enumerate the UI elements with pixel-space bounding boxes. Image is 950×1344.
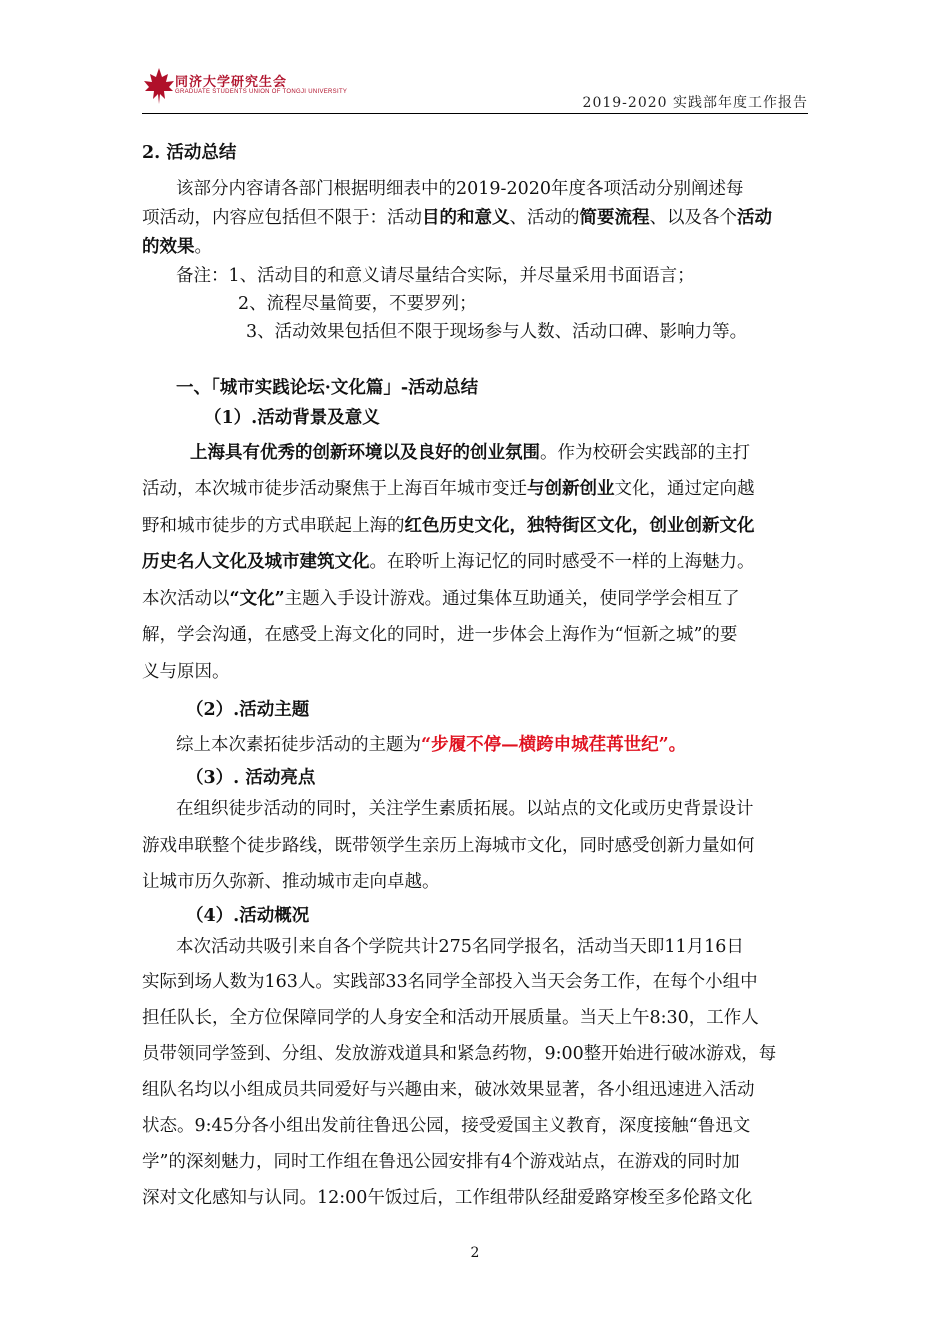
paragraph-line: 让城市历久弥新、推动城市走向卓越。 [142, 872, 440, 892]
paragraph-line: 深对文化感知与认同。12:00午饭过后，工作组带队经甜爱路穿梭至多伦路文化 [142, 1188, 753, 1208]
note-1: 备注：1、活动目的和意义请尽量结合实际，并尽量采用书面语言； [176, 266, 695, 286]
activity-title: 一、「城市实践论坛·文化篇」-活动总结 [176, 378, 479, 398]
subheading-highlights: （3）. 活动亮点 [186, 768, 316, 788]
section-heading: 2. 活动总结 [142, 143, 237, 163]
paragraph-line: 本次活动共吸引来自各个学院共计275名同学报名，活动当天即11月16日 [176, 937, 744, 957]
paragraph-line: 担任队长，全方位保障同学的人身安全和活动开展质量。当天上午8:30，工作人 [142, 1008, 759, 1028]
note-2: 2、流程尽量简要，不要罗列； [238, 294, 477, 314]
subheading-background: （1）.活动背景及意义 [204, 408, 380, 428]
logo-title: 同济大学研究生会 [175, 75, 288, 90]
logo [142, 66, 348, 108]
intro-line-3: 的效果。 [142, 237, 212, 257]
logo-subtitle: GRADUATE STUDENTS UNION OF TONGJI UNIVERSITY [175, 89, 348, 95]
intro-line-1: 该部分内容请各部门根据明细表中的2019-2020年度各项活动分别阐述每 [176, 179, 744, 199]
note-3: 3、活动效果包括但不限于现场参与人数、活动口碑、影响力等。 [246, 322, 748, 342]
theme-line: 综上本次素拓徒步活动的主题为“步履不停—横跨申城荏苒世纪”。 [176, 735, 687, 755]
paragraph-line: 组队名均以小组成员共同爱好与兴趣由来，破冰效果显著，各小组迅速进入活动 [142, 1080, 755, 1100]
intro-line-2: 项活动，内容应包括但不限于：活动目的和意义、活动的简要流程、以及各个活动 [142, 208, 772, 228]
subheading-overview: （4）.活动概况 [186, 906, 310, 926]
maple-leaf-logo-icon [142, 66, 176, 106]
paragraph-line: 义与原因。 [142, 662, 230, 682]
paragraph-line: 解，学会沟通，在感受上海文化的同时，进一步体会上海作为“恒新之城”的要 [142, 625, 738, 645]
paragraph-line: 实际到场人数为163人。实践部33名同学全部投入当天会务工作，在每个小组中 [142, 972, 758, 992]
header-divider [142, 113, 808, 114]
paragraph-line: 在组织徒步活动的同时，关注学生素质拓展。以站点的文化或历史背景设计 [176, 799, 754, 819]
paragraph-line: 游戏串联整个徒步路线，既带领学生亲历上海城市文化，同时感受创新力量如何 [142, 836, 755, 856]
paragraph-line: 学”的深刻魅力，同时工作组在鲁迅公园安排有4个游戏站点，在游戏的同时加 [142, 1152, 740, 1172]
paragraph-line: 状态。9:45分各小组出发前往鲁迅公园，接受爱国主义教育，深度接触“鲁迅文 [142, 1116, 751, 1136]
paragraph-line: 活动，本次城市徒步活动聚焦于上海百年城市变迁与创新创业文化，通过定向越 [142, 479, 755, 499]
paragraph-line: 历史名人文化及城市建筑文化。在聆听上海记忆的同时感受不一样的上海魅力。 [142, 552, 755, 572]
page-number: 2 [470, 1245, 480, 1261]
paragraph-line: 员带领同学签到、分组、发放游戏道具和紧急药物，9:00整开始进行破冰游戏，每 [142, 1044, 777, 1064]
paragraph-line: 本次活动以“文化”主题入手设计游戏。通过集体互助通关，使同学学会相互了 [142, 589, 740, 609]
report-title: 2019-2020 实践部年度工作报告 [582, 95, 808, 111]
subheading-theme: （2）.活动主题 [186, 700, 310, 720]
paragraph-line: 上海具有优秀的创新环境以及良好的创业氛围。作为校研会实践部的主打 [190, 443, 750, 463]
paragraph-line: 野和城市徒步的方式串联起上海的红色历史文化，独特街区文化，创业创新文化 [142, 516, 755, 536]
